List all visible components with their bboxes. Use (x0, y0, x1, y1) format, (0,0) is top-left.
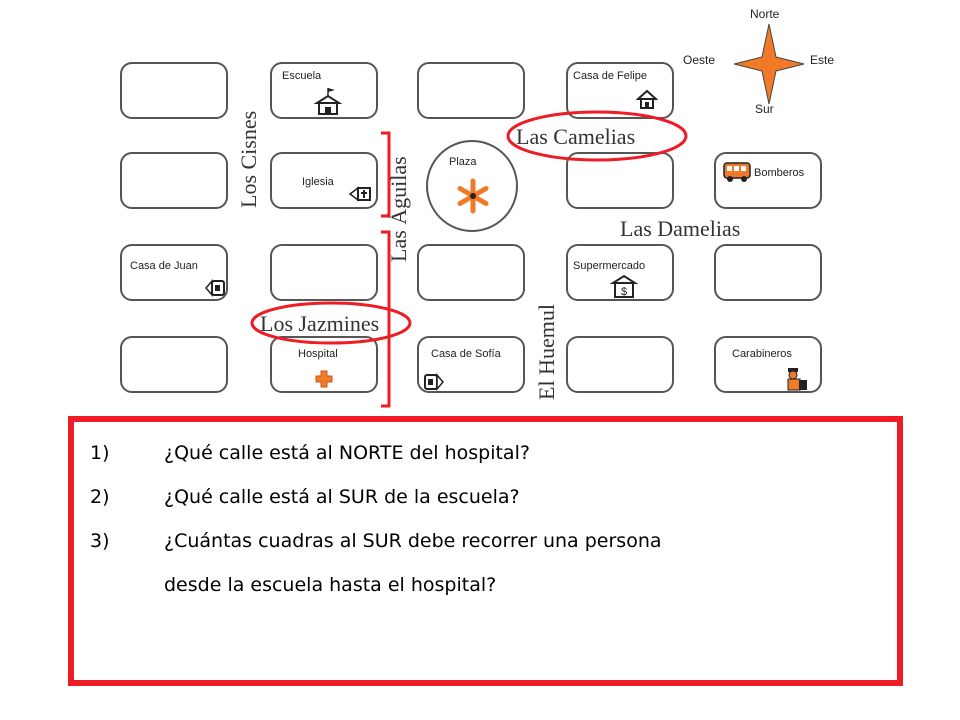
question-text: ¿Qué calle está al NORTE del hospital? (164, 442, 530, 464)
place-label-carabineros: Carabineros (732, 348, 792, 360)
street-los-jazmines: Los Jazmines (260, 311, 380, 336)
questions-box (68, 416, 903, 686)
place-label-casa-felipe: Casa de Felipe (573, 70, 647, 82)
place-label-casa-sofia: Casa de Sofía (431, 348, 501, 360)
place-label-bomberos: Bomberos (754, 167, 805, 179)
highlight-circle-las-camelias (508, 112, 686, 160)
street-las-damelias: Las Damelias (620, 216, 741, 241)
place-label-supermercado: Supermercado (573, 260, 646, 272)
place-label-plaza: Plaza (449, 156, 477, 168)
compass-east: Este (810, 53, 835, 67)
svg-text:$: $ (620, 286, 628, 298)
place-label-iglesia: Iglesia (302, 176, 334, 188)
question-text: ¿Qué calle está al SUR de la escuela? (164, 486, 520, 508)
highlight-circle-los-jazmines (252, 303, 410, 343)
place-label-escuela: Escuela (282, 70, 322, 82)
question-number: 1) (90, 442, 110, 464)
compass-rose-icon (732, 22, 806, 106)
question-number: 3) (90, 530, 110, 552)
street-las-camelias: Las Camelias (516, 124, 636, 149)
compass-south: Sur (755, 102, 774, 116)
compass-north: Norte (750, 7, 780, 21)
street-las-aguilas: Las Águilas (386, 156, 411, 262)
question-text: desde la escuela hasta el hospital? (164, 574, 497, 596)
place-label-casa-juan: Casa de Juan (130, 260, 198, 272)
question-number: 2) (90, 486, 110, 508)
question-text: ¿Cuántas cuadras al SUR debe recorrer una persona (164, 530, 662, 552)
highlight-bracket-upper (381, 133, 389, 216)
highlight-bracket-lower (381, 232, 389, 406)
street-el-huemul: El Huemul (534, 304, 559, 400)
place-label-hospital: Hospital (298, 348, 338, 360)
compass-west: Oeste (683, 53, 716, 67)
street-los-cisnes: Los Cisnes (236, 110, 261, 208)
